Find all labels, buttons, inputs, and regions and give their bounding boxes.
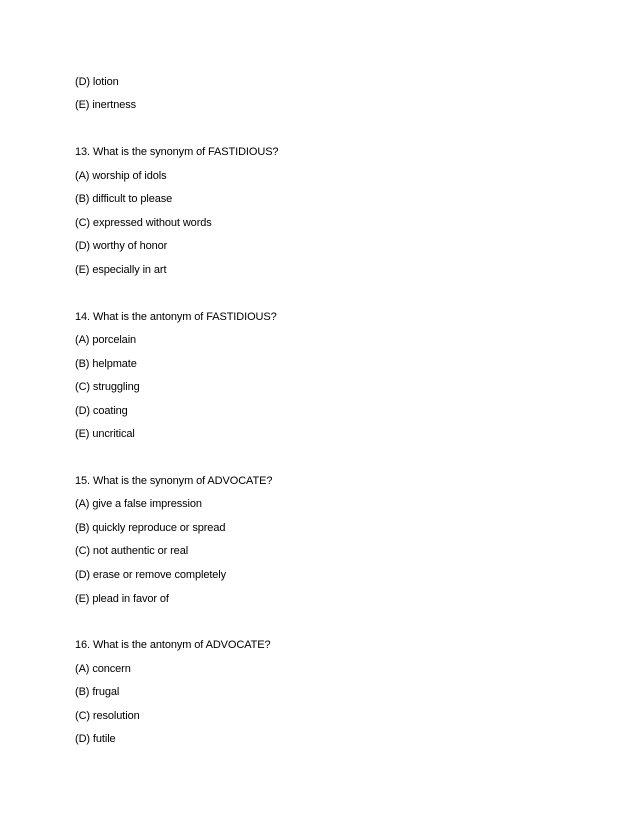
answer-option: (B) helpmate bbox=[75, 358, 137, 370]
question-text: 13. What is the synonym of FASTIDIOUS? bbox=[75, 146, 279, 158]
answer-option: (C) resolution bbox=[75, 710, 140, 722]
question-text: 15. What is the synonym of ADVOCATE? bbox=[75, 475, 273, 487]
answer-option: (E) uncritical bbox=[75, 428, 135, 440]
answer-option: (C) expressed without words bbox=[75, 217, 212, 229]
answer-option: (E) inertness bbox=[75, 99, 137, 111]
answer-option: (D) erase or remove completely bbox=[75, 569, 227, 581]
answer-option: (D) worthy of honor bbox=[75, 240, 168, 252]
answer-option: (C) not authentic or real bbox=[75, 545, 189, 557]
answer-option: (A) concern bbox=[75, 663, 131, 675]
answer-option: (B) quickly reproduce or spread bbox=[75, 522, 226, 534]
answer-option: (E) especially in art bbox=[75, 264, 167, 276]
answer-option: (E) plead in favor of bbox=[75, 593, 169, 605]
answer-option: (D) coating bbox=[75, 405, 128, 417]
answer-option: (C) struggling bbox=[75, 381, 140, 393]
answer-option: (D) futile bbox=[75, 733, 116, 745]
answer-option: (A) give a false impression bbox=[75, 498, 202, 510]
answer-option: (A) porcelain bbox=[75, 334, 137, 346]
answer-option: (A) worship of idols bbox=[75, 170, 167, 182]
answer-option: (D) lotion bbox=[75, 76, 119, 88]
answer-option: (B) difficult to please bbox=[75, 193, 173, 205]
question-text: 16. What is the antonym of ADVOCATE? bbox=[75, 639, 271, 651]
answer-option: (B) frugal bbox=[75, 686, 120, 698]
question-text: 14. What is the antonym of FASTIDIOUS? bbox=[75, 311, 277, 323]
